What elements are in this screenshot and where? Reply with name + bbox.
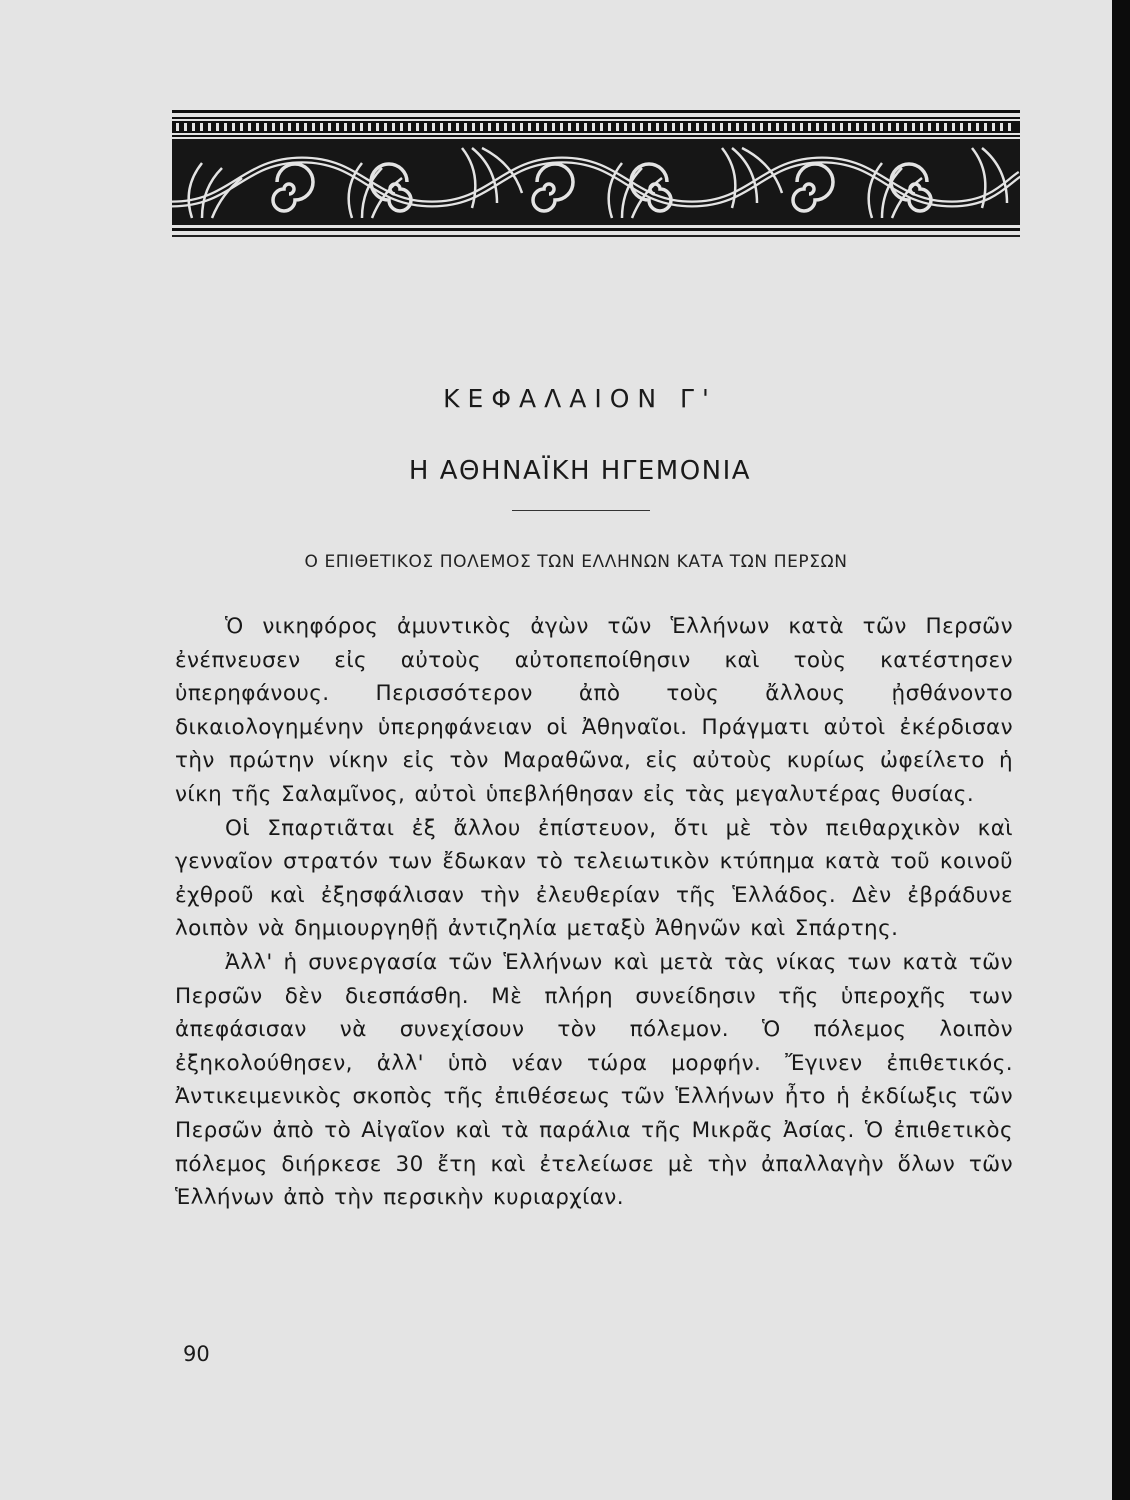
chapter-title: Η ΑΘΗΝΑΪΚΗ ΗΓΕΜΟΝΙΑ (408, 456, 752, 486)
page-edge-shadow (1112, 0, 1130, 1500)
body-text (175, 610, 1013, 1215)
paragraph: Ἀλλ' ἡ συνεργασία τῶν Ἑλλήνων καὶ μετὰ τὰς νίκας των κατὰ τῶν Περσῶν δὲν διεσπάσθη. Μὲ πλήρη συνείδησιν τῆς ὑπεροχῆς των ἀπεφάσισαν νὰ συνεχίσουν τὸν πόλεμον. Ὁ πόλεμος λοιπὸν ἐξηκολούθησεν, ἀλλ' ὑπὸ νέαν τώρα μορφήν. Ἔγινεν ἐπιθετικός. Ἀντικειμενικὸς σκοπὸς τῆς ἐπιθέσεως τῶν Ἑλλήνων ἦτο ἡ ἐκδίωξις τῶν Περσῶν ἀπὸ τὸ Αἰγαῖον καὶ τὰ παράλια τῆς Μικρᾶς Ἀσίας. Ὁ ἐπιθετικὸς πόλεμος διήρκεσε 30 ἔτη καὶ ἐτελείωσε μὲ τὴν ἀπαλλαγὴν ὅλων τῶν Ἑλλήνων ἀπὸ τὴν περσικὴν κυριαρχίαν. (175, 949, 1013, 1211)
chapter-label: ΚΕΦΑΛΑΙΟΝ Γ' (443, 384, 717, 413)
greek-ornament-band (172, 108, 1020, 244)
section-heading: Ο ΕΠΙΘΕΤΙΚΟΣ ΠΟΛΕΜΟΣ ΤΩΝ ΕΛΛΗΝΩΝ ΚΑΤΑ ΤΩΝ ΠΕΡΣΩΝ (304, 552, 848, 572)
paragraph: Ὁ νικηφόρος ἀμυντικὸς ἀγὼν τῶν Ἑλλήνων κατὰ τῶν Περσῶν ἐνέπνευσεν εἰς αὐτοὺς αὐτοπεποίθησιν καὶ τοὺς κατέστησεν ὑπερηφάνους. Περισσότερον ἀπὸ τοὺς ἄλλους ᾐσθάνοντο δικαιολογημένην ὑπερηφάνειαν οἱ Ἀθηναῖοι. Πράγματι αὐτοὶ ἐκέρδισαν τὴν πρώτην νίκην εἰς τὸν Μαραθῶνα, εἰς αὐτοὺς κυρίως ὠφείλετο ἡ νίκη τῆς Σαλαμῖνος, αὐτοὶ ὑπεβλήθησαν εἰς τὰς μεγαλυτέρας θυσίας. (175, 614, 1013, 807)
paragraph: Οἱ Σπαρτιᾶται ἐξ ἄλλου ἐπίστευον, ὅτι μὲ τὸν πειθαρχικὸν καὶ γενναῖον στρατόν των ἔδωκαν τὸ τελειωτικὸν κτύπημα κατὰ τοῦ κοινοῦ ἐχθροῦ καὶ ἐξησφάλισαν τὴν ἐλευθερίαν τῆς Ἑλλάδος. Δὲν ἐβράδυνε λοιπὸν νὰ δημιουργηθῇ ἀντιζηλία μεταξὺ Ἀθηνῶν καὶ Σπάρτης. (175, 815, 1013, 942)
title-divider (512, 510, 650, 511)
page-number: 90 (183, 1342, 210, 1366)
